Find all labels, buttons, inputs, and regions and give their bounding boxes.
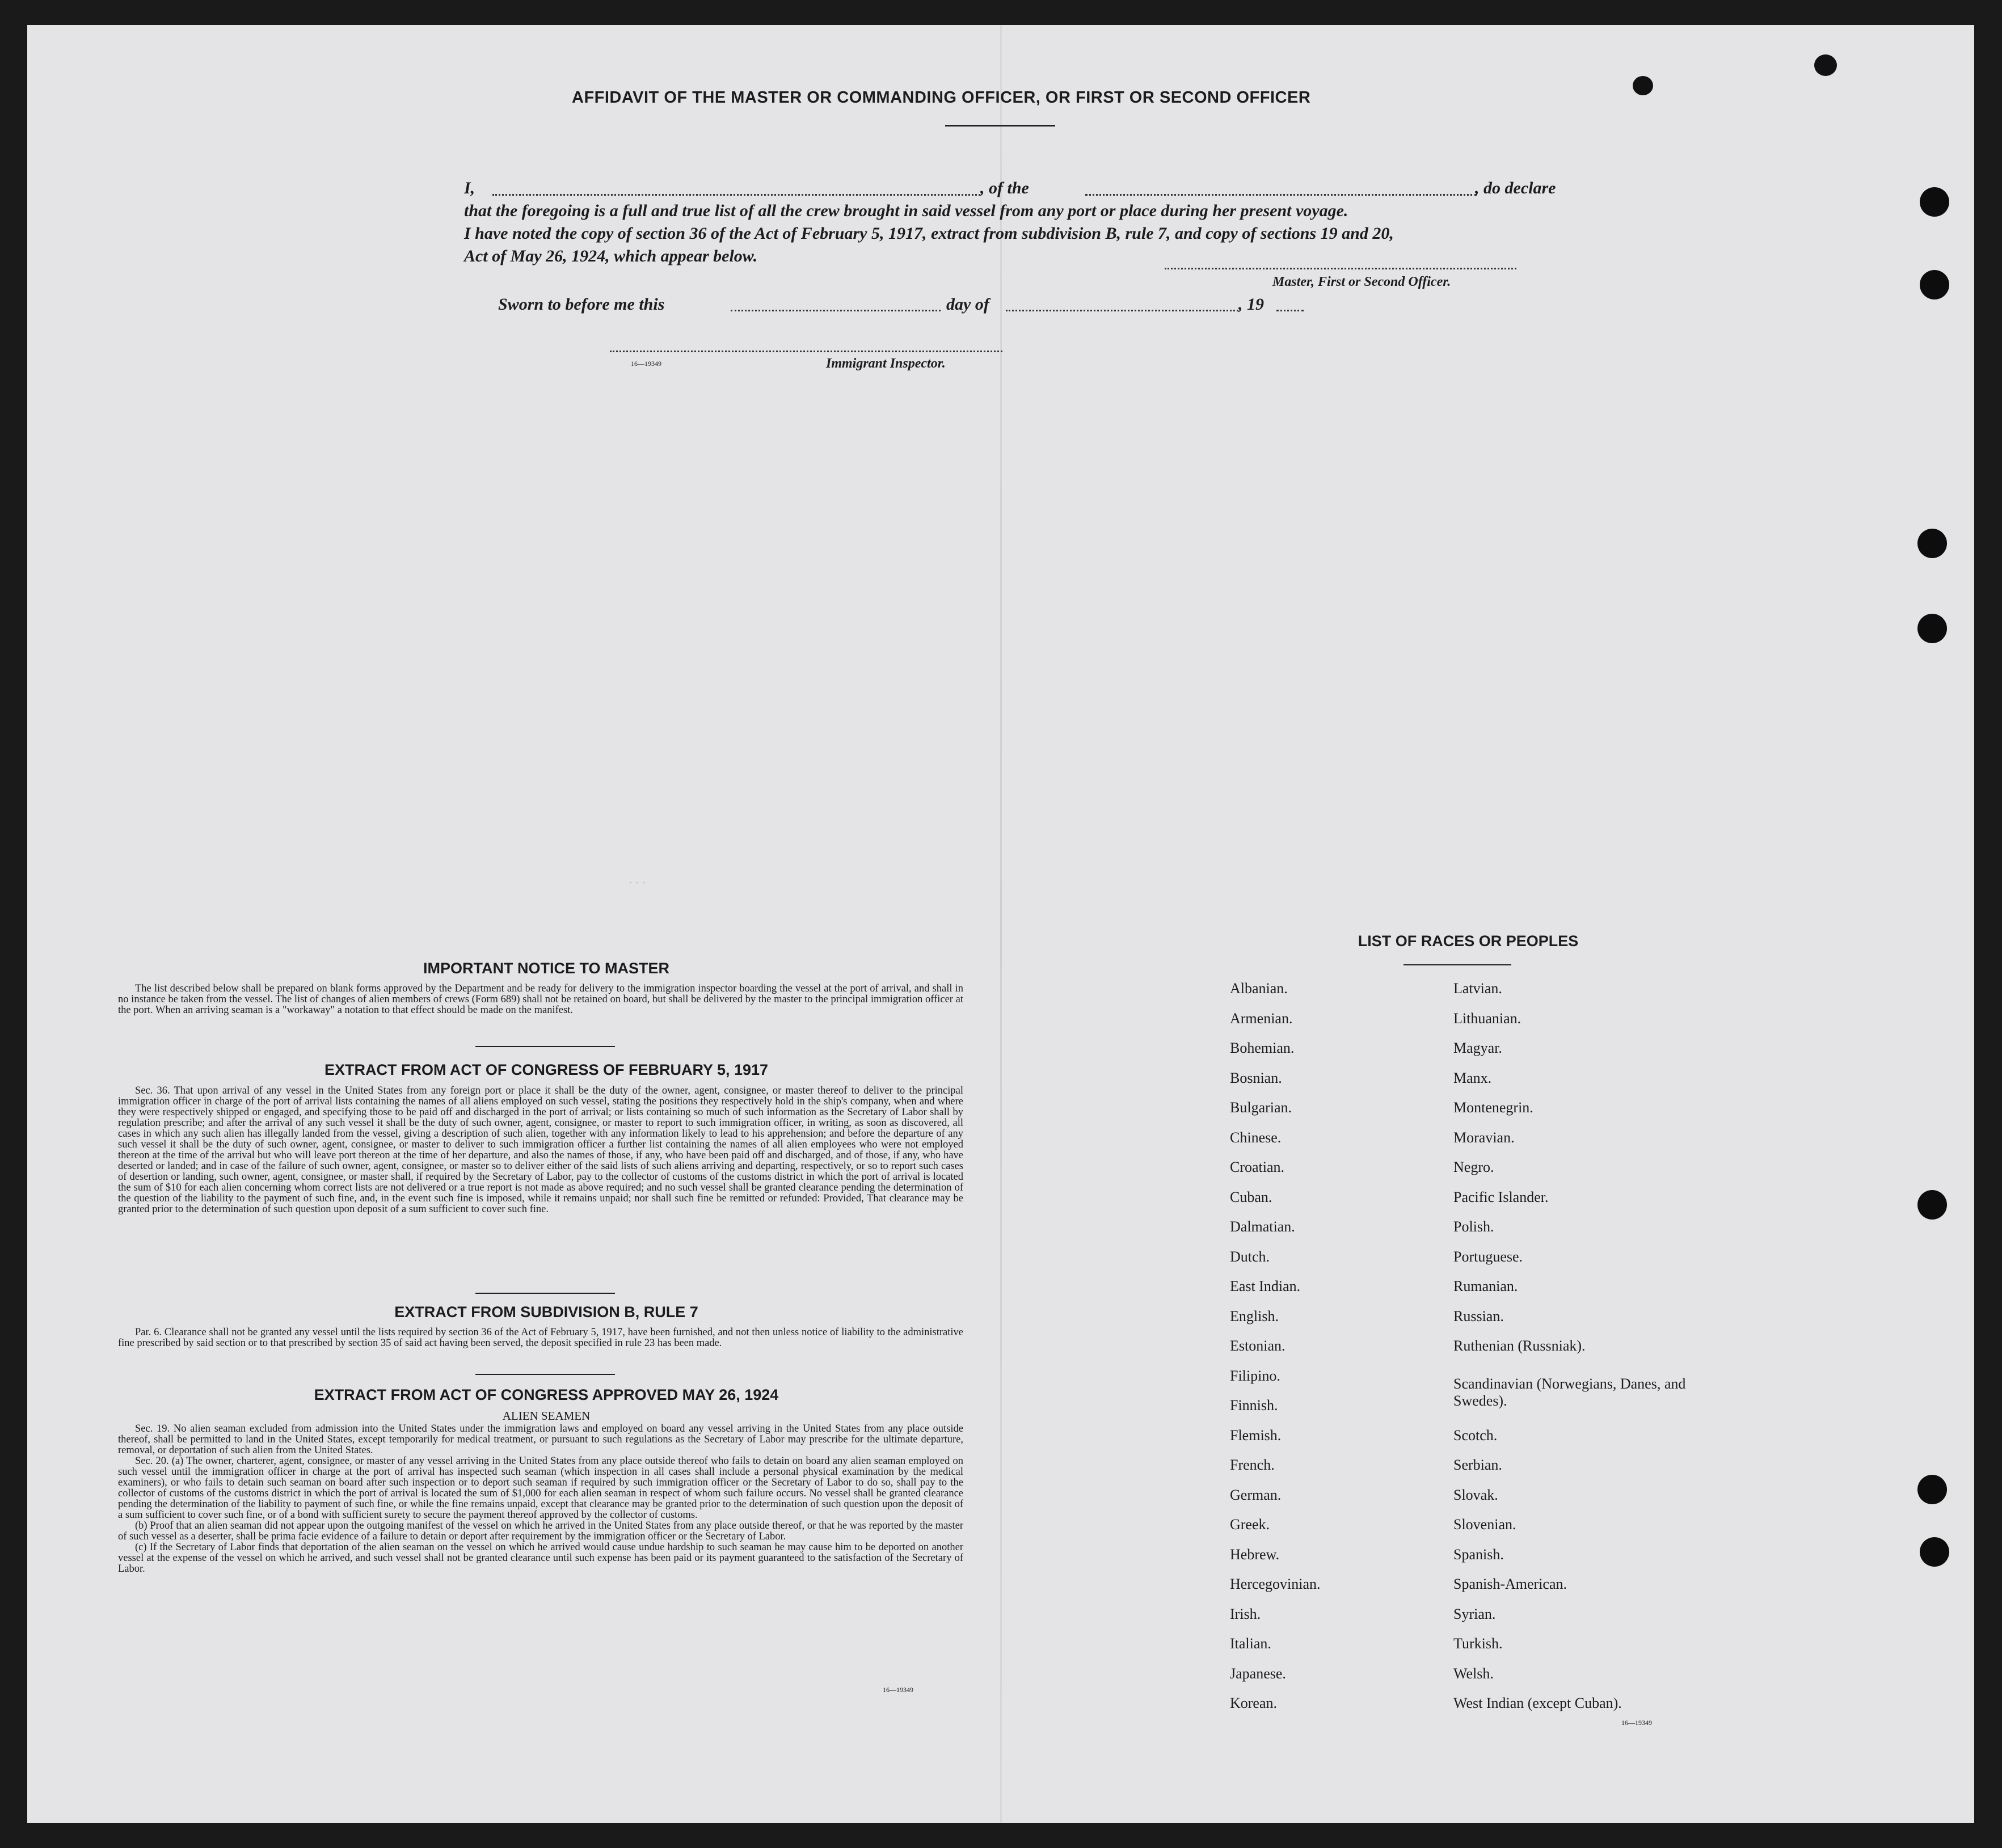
sworn-line	[498, 295, 1349, 314]
race-item: Bohemian.	[1230, 1040, 1295, 1056]
race-item: Negro.	[1453, 1159, 1494, 1175]
race-item: Japanese.	[1230, 1665, 1286, 1682]
races-rule	[1403, 964, 1511, 965]
race-item: Slovenian.	[1453, 1516, 1516, 1533]
races-title: LIST OF RACES OR PEOPLES	[1358, 933, 1579, 950]
rule7-body	[118, 1327, 963, 1349]
sworn-text: Sworn to before me this	[498, 295, 665, 314]
race-item: Dalmatian.	[1230, 1218, 1295, 1235]
decl-line3: I have noted the copy of section 36 of the Act of February 5, 1917, extract from subdivision B, rule 7, and copy of sections 19 and 20,	[464, 224, 1394, 243]
form-number: 16—19349	[1621, 1719, 1652, 1727]
race-item: Magyar.	[1453, 1040, 1502, 1056]
title-rule	[945, 125, 1055, 126]
punch-hole	[1917, 614, 1947, 643]
inspector-signature-blank[interactable]	[610, 351, 1002, 352]
bleed-through-text: · · ·	[629, 876, 646, 891]
race-item: Hercegovinian.	[1230, 1576, 1321, 1592]
extract-1924-title: EXTRACT FROM ACT OF CONGRESS APPROVED MAY 26, 1924	[314, 1386, 779, 1403]
sworn-year: , 19	[1238, 295, 1264, 314]
form-number: 16—19349	[883, 1686, 913, 1694]
punch-hole	[1917, 1475, 1947, 1504]
race-item: Polish.	[1453, 1218, 1494, 1235]
race-item: German.	[1230, 1486, 1282, 1503]
race-item: Scotch.	[1453, 1427, 1498, 1444]
sec20c-text: (c) If the Secretary of Labor finds that deportation of the alien seaman on the vessel on which he arrived would cause undue hardship to such seaman he may cause him to be deported on another vessel at the expense of the vessel on which he arrived, and such vessel shall not be granted clearance until such expense has been paid or its payment guaranteed to the satisfaction of the Secretary of Labor.	[118, 1542, 963, 1575]
section-rule	[475, 1374, 615, 1375]
decl-i: I,	[464, 179, 475, 197]
race-item: Albanian.	[1230, 980, 1288, 997]
race-item: Ruthenian (Russniak).	[1453, 1338, 1586, 1354]
race-item: Manx.	[1453, 1069, 1492, 1086]
race-item: Serbian.	[1453, 1457, 1502, 1473]
race-item: Portuguese.	[1453, 1248, 1523, 1265]
race-item: Spanish-American.	[1453, 1576, 1567, 1592]
signature-blank[interactable]	[1165, 268, 1516, 269]
race-item: Bosnian.	[1230, 1069, 1282, 1086]
race-item: Scandinavian (Norwegians, Danes, and Swedes).	[1453, 1375, 1686, 1409]
race-item: Hebrew.	[1230, 1546, 1280, 1563]
inspector-label: Immigrant Inspector.	[826, 356, 946, 371]
decl-do-declare: , do declare	[1475, 179, 1556, 197]
race-item: Croatian.	[1230, 1159, 1285, 1175]
punch-hole	[1920, 1537, 1949, 1567]
par6-text: Par. 6. Clearance shall not be granted any vessel until the lists required by section 36 of the Act of February 5, 1917, have been furnished, and not then unless notice of liability to the administrative fine prescribed by said section or to that prescribed by section 35 of said act having been served, the deposit specified in rule 23 has been made.	[118, 1327, 963, 1349]
race-item: Greek.	[1230, 1516, 1270, 1533]
decl-of-the: , of the	[980, 179, 1029, 197]
race-item: French.	[1230, 1457, 1275, 1473]
punch-hole	[1917, 1190, 1947, 1220]
race-item: Russian.	[1453, 1307, 1504, 1324]
race-item: Slovak.	[1453, 1486, 1498, 1503]
affidavit-title: AFFIDAVIT OF THE MASTER OR COMMANDING OFFICER, OR FIRST OR SECOND OFFICER	[572, 88, 1311, 107]
race-item: Flemish.	[1230, 1427, 1282, 1444]
sec20b-text: (b) Proof that an alien seaman did not appear upon the outgoing manifest of the vessel on which he arrived in the United States from any place outside thereof, or that he was reported by the master of such vessel as a deserter, shall be prima facie evidence of a failure to detain or deport after requirement by the immigration officer or the Secretary of Labor.	[118, 1520, 963, 1542]
race-item: Korean.	[1230, 1695, 1278, 1711]
day-blank[interactable]	[731, 310, 941, 311]
punch-hole	[1920, 187, 1949, 217]
extract-1917-body	[118, 1086, 963, 1215]
decl-line4: Act of May 26, 1924, which appear below.	[464, 247, 758, 265]
race-item: Estonian.	[1230, 1338, 1286, 1354]
race-item: Latvian.	[1453, 980, 1502, 997]
name-blank[interactable]	[492, 194, 980, 196]
alien-seamen-subtitle: ALIEN SEAMEN	[502, 1409, 591, 1423]
extract-1924-body	[118, 1424, 963, 1575]
year-blank[interactable]	[1276, 310, 1304, 311]
sec20a-text: Sec. 20. (a) The owner, charterer, agent, consignee, or master of any vessel arriving in the United States from any place outside thereof who fails to detain on board any alien seaman employed on such vessel until the immigration officer in charge at the port of arrival has inspected such seaman (which inspection in all cases shall include a personal physical examination by the medical examiners), or who fails to detain such seaman on board after such inspection or to deport such seaman if required by such immigration officer or the Secretary of Labor to do so, shall pay to the collector of customs of the customs district in which the port of arrival is located the sum of $1,000 for each alien seaman in respect of whom such failure occurs. No vessel shall be granted clearance pending the determination of the liability to payment of such fine, or while the fine remains unpaid, except that clearance may be granted prior to the determination of such question upon the deposit of a sum sufficient to cover such fine, or of a bond with sufficient surety to secure the payment thereof approved by the collector of customs.	[118, 1455, 963, 1521]
race-item: Lithuanian.	[1453, 1010, 1521, 1027]
signature-label: Master, First or Second Officer.	[1272, 275, 1451, 289]
ink-speck	[1633, 76, 1653, 95]
month-blank[interactable]	[1006, 310, 1238, 311]
race-item: English.	[1230, 1307, 1279, 1324]
race-item: Rumanian.	[1453, 1278, 1518, 1294]
race-item: Montenegrin.	[1453, 1099, 1533, 1116]
sec19-text: Sec. 19. No alien seaman excluded from admission into the United States under the immigration laws and employed on board any vessel arriving in the United States from any place outside thereof, shall be permitted to land in the United States, except temporarily for medical treatment, or pursuant to such regulations as the Secretary of Labor may prescribe for the ultimate departure, removal, or deportation of such alien from the United States.	[118, 1423, 963, 1456]
race-item: Chinese.	[1230, 1129, 1282, 1146]
race-item: Moravian.	[1453, 1129, 1515, 1146]
race-item: Filipino.	[1230, 1367, 1280, 1384]
decl-line2: that the foregoing is a full and true list of all the crew brought in said vessel from any port or place during her present voyage.	[464, 201, 1348, 220]
race-item: Welsh.	[1453, 1665, 1494, 1682]
document-page	[27, 25, 1974, 1823]
extract-1917-title: EXTRACT FROM ACT OF CONGRESS OF FEBRUARY 5, 1917	[324, 1061, 769, 1078]
notice-title: IMPORTANT NOTICE TO MASTER	[423, 960, 669, 977]
punch-hole	[1917, 529, 1947, 558]
race-item: Armenian.	[1230, 1010, 1293, 1027]
punch-hole	[1920, 270, 1949, 299]
race-item: East Indian.	[1230, 1278, 1301, 1294]
form-number: 16—19349	[631, 360, 661, 368]
race-item: Spanish.	[1453, 1546, 1504, 1563]
notice-body	[118, 984, 963, 1016]
rule7-title: EXTRACT FROM SUBDIVISION B, RULE 7	[394, 1303, 698, 1320]
vessel-blank[interactable]	[1085, 194, 1477, 196]
race-item: West Indian (except Cuban).	[1453, 1695, 1622, 1711]
sec36-text: Sec. 36. That upon arrival of any vessel in the United States from any foreign port or place it shall be the duty of the owner, agent, consignee, or master thereof to deliver to the principal immigration officer in charge of the port of arrival lists containing the names of all aliens employed on such vessel, stating the positions they respectively hold in the ship's company, when and where they were respectively shipped or engaged, and specifying those to be paid off and discharged in the port of arrival; or lists containing so much of such information as the Secretary of Labor shall by regulation prescribe; and after the arrival of any such vessel it shall be the duty of such owner, agent, consignee, or master to report to such immigration officer, in writing, as soon as discovered, all cases in which any such alien has illegally landed from the vessel, giving a description of such alien, together with any information likely to lead to his apprehension; and before the departure of any such vessel it shall be the duty of such owner, agent, consignee, or master to deliver to such immigration officer a further list containing the names of all alien employees who were not employed thereon at the time of the arrival but who will leave port thereon at the time of her departure, and also the names of those, if any, who have been paid off and discharged, and of those, if any, who have deserted or landed; and in case of the failure of such owner, agent, consignee, or master so to deliver either of the said lists of such aliens arriving and departing, respectively, or so to report such cases of desertion or landing, such owner, agent, consignee, or master shall, if required by the Secretary of Labor, pay to the collector of customs of the customs district in which the port of arrival is located the sum of $10 for each alien concerning whom correct lists are not delivered or a true report is not made as above required; and no such vessel shall be granted clearance pending the determination of the question of the liability to the payment of such fine, and, in the event such fine is imposed, while it remains unpaid; nor shall such fine be remitted or refunded: Provided, That clearance may be granted prior to the determination of such question upon deposit of a sum sufficient to cover such fine.	[118, 1085, 963, 1215]
section-rule	[475, 1293, 615, 1294]
race-item: Bulgarian.	[1230, 1099, 1292, 1116]
race-item: Syrian.	[1453, 1605, 1496, 1622]
section-rule	[475, 1046, 615, 1047]
race-item: Pacific Islander.	[1453, 1188, 1549, 1205]
race-item: Finnish.	[1230, 1397, 1278, 1414]
ink-speck	[1814, 54, 1837, 76]
race-item: Irish.	[1230, 1605, 1261, 1622]
race-item: Turkish.	[1453, 1635, 1503, 1652]
sworn-day-of: day of	[946, 295, 989, 314]
race-item: Dutch.	[1230, 1248, 1270, 1265]
race-item: Italian.	[1230, 1635, 1271, 1652]
race-item: Cuban.	[1230, 1188, 1272, 1205]
notice-text: The list described below shall be prepared on blank forms approved by the Department and be ready for delivery to the immigration inspector boarding the vessel at the port of arrival, and shall in no instance be taken from the vessel. The list of changes of alien members of crews (Form 689) shall not be retained on board, but shall be delivered by the master to the principal immigration officer at the port. When an arriving seaman is a "workaway" a notation to that effect should be made on the manifest.	[118, 983, 963, 1016]
